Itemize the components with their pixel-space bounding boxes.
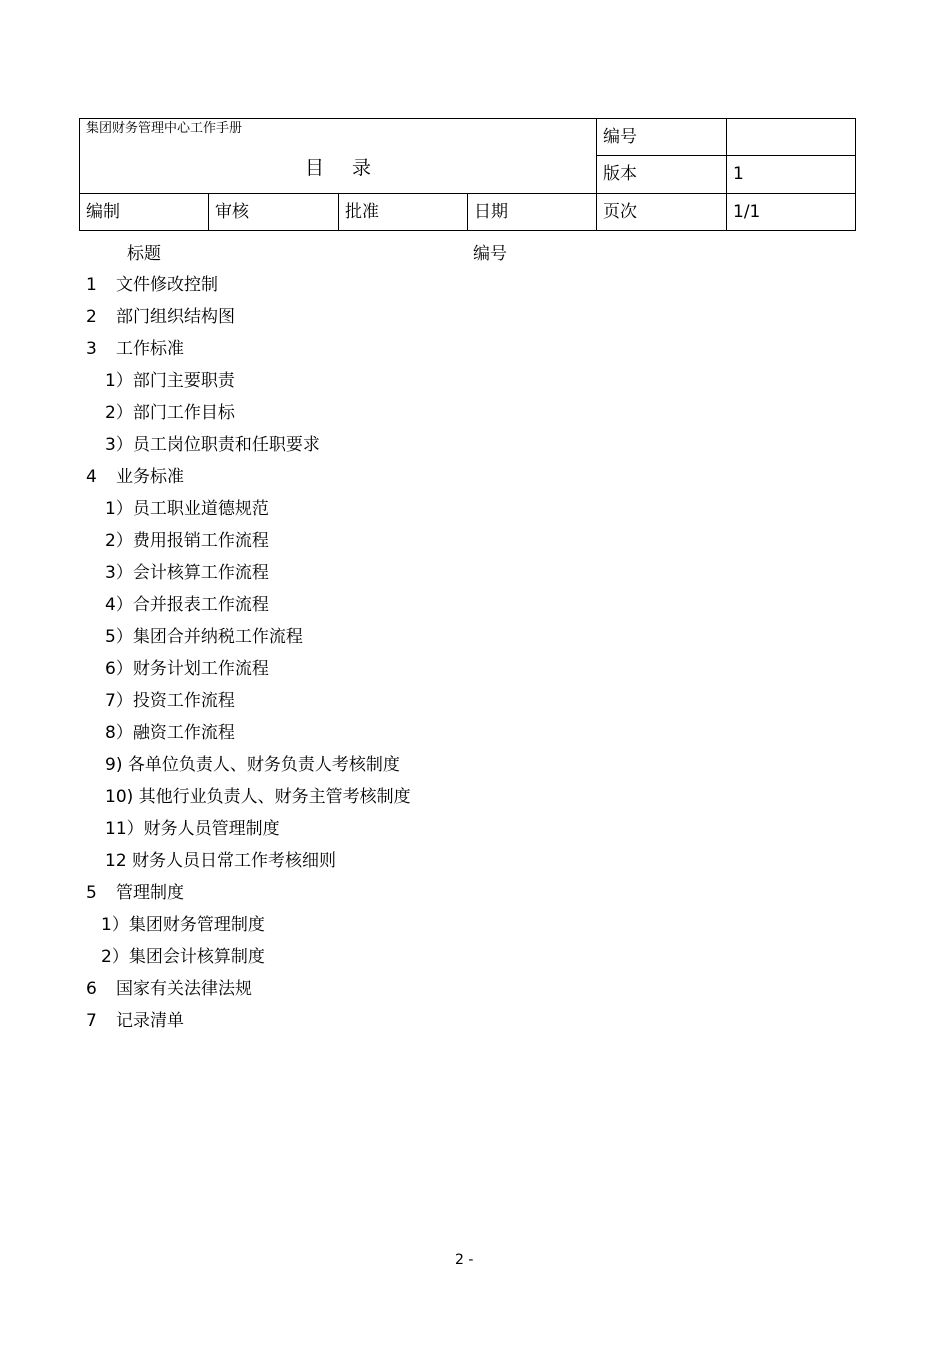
code-label: 编号 [597,119,727,156]
toc-entry-text: 1）集团财务管理制度 [101,915,265,935]
toc-entry-text: 记录清单 [116,1011,184,1031]
toc-entry-number: 6 [86,979,97,999]
toc-entry [86,1006,184,1031]
toc-entry [105,622,303,647]
toc-entry [105,526,269,551]
toc-entry-text: 10) 其他行业负责人、财务主管考核制度 [105,787,411,807]
toc-entry [101,910,265,935]
toc-entry [86,462,184,487]
manual-title: 集团财务管理中心工作手册 [86,121,243,136]
toc-entry-text: 3）员工岗位职责和任职要求 [105,435,320,455]
toc-entry [105,846,336,871]
toc-entry [105,686,235,711]
version-label: 版本 [597,156,727,194]
toc-entry [105,814,280,839]
page-number: 2 - [455,1252,474,1268]
toc-entry-text: 业务标准 [116,467,184,487]
toc-entry-number: 4 [86,467,97,487]
toc-entry [86,878,184,903]
toc-entry-text: 5）集团合并纳税工作流程 [105,627,303,647]
approved-label: 批准 [339,194,468,231]
toc-entry-text: 文件修改控制 [116,275,218,295]
toc-entry-text: 8）融资工作流程 [105,723,235,743]
toc-entry-text: 3）会计核算工作流程 [105,563,269,583]
toc-entry-text: 工作标准 [116,339,184,359]
toc-entry [105,398,235,423]
toc-entry-text: 2）部门工作目标 [105,403,235,423]
toc-entry-text: 国家有关法律法规 [116,979,252,999]
version-value: 1 [727,156,856,194]
prepared-label: 编制 [80,194,209,231]
toc-entry [105,590,269,615]
toc-entry-number: 2 [86,307,97,327]
toc-entry [105,494,269,519]
document-header-table [79,118,856,231]
toc-entry [86,302,235,327]
toc-entry-text: 2）费用报销工作流程 [105,531,269,551]
toc-entry [105,718,235,743]
toc-entry-text: 管理制度 [116,883,184,903]
date-label: 日期 [468,194,597,231]
toc-entry [105,654,269,679]
toc-entry-number: 1 [86,275,97,295]
code-value [727,119,856,156]
reviewed-label: 审核 [209,194,339,231]
toc-entry-text: 6）财务计划工作流程 [105,659,269,679]
column-code-heading: 编号 [473,244,507,264]
page-label: 页次 [597,194,727,231]
toc-entry-number: 5 [86,883,97,903]
toc-entry [105,430,320,455]
toc-entry-text: 7）投资工作流程 [105,691,235,711]
toc-title: 目录 [304,157,399,179]
toc-entry [105,782,411,807]
toc-entry [105,366,235,391]
manual-title-cell [80,119,597,194]
toc-entry-number: 7 [86,1011,97,1031]
toc-entry-text: 11）财务人员管理制度 [105,819,280,839]
toc-entry-number: 3 [86,339,97,359]
toc-entry [105,558,269,583]
toc-entry-text: 部门组织结构图 [116,307,235,327]
toc-entry-text: 1）员工职业道德规范 [105,499,269,519]
toc-entry [101,942,265,967]
toc-entry-text: 2）集团会计核算制度 [101,947,265,967]
toc-entry-text: 1）部门主要职责 [105,371,235,391]
toc-entry [86,270,218,295]
toc-entry [105,750,400,775]
toc-entry-text: 12 财务人员日常工作考核细则 [105,851,337,871]
toc-entry [86,334,184,359]
toc-entry-text: 4）合并报表工作流程 [105,595,269,615]
page-value: 1/1 [727,194,856,231]
toc-entry-text: 9) 各单位负责人、财务负责人考核制度 [105,755,400,775]
toc-entry [86,974,252,999]
column-title-heading: 标题 [127,244,161,264]
